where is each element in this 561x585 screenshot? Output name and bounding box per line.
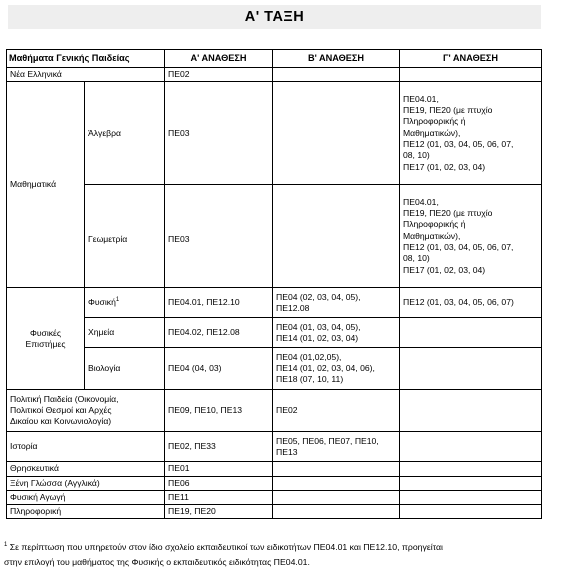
- subject-cell: [85, 288, 165, 318]
- a-cell: ΠΕ04.01, ΠΕ12.10: [165, 288, 273, 318]
- cell-line: Πληροφορικής ή: [403, 219, 466, 230]
- a-cell: ΠΕ11: [165, 490, 273, 504]
- cell-line: ΠΕ04 (01, 03, 04, 05),: [276, 321, 361, 332]
- cell-line: Μαθηματικών),: [403, 127, 461, 138]
- c-cell: [400, 185, 542, 288]
- group-cell: Μαθηματικά: [7, 82, 85, 288]
- b-cell: ΠΕ02: [273, 390, 400, 432]
- cell-line: ΠΕ12.08: [276, 302, 310, 313]
- cell-line: ΠΕ04 (01,02,05),: [276, 351, 342, 362]
- table-row: [7, 288, 542, 318]
- b-cell: [273, 505, 400, 519]
- a-cell: ΠΕ04 (04, 03): [165, 348, 273, 390]
- c-cell: [400, 476, 542, 490]
- header-a: Α' ΑΝΑΘΕΣΗ: [165, 50, 273, 68]
- page-title: Α' ΤΑΞΗ: [244, 9, 305, 25]
- footnote: [4, 540, 557, 570]
- subject-cell: Βιολογία: [85, 348, 165, 390]
- table-row: [7, 82, 542, 185]
- header-subjects: Μαθήματα Γενικής Παιδείας: [7, 50, 165, 68]
- footnote-mark: 1: [115, 297, 120, 304]
- table-row: [7, 505, 542, 519]
- table-row: [7, 462, 542, 476]
- cell-line: ΠΕ12 (01, 03, 04, 05, 06, 07,: [403, 241, 514, 252]
- title-bar: [8, 5, 541, 29]
- table-row: [7, 68, 542, 82]
- subject-label: Φυσική: [88, 297, 116, 308]
- c-cell: [400, 462, 542, 476]
- c-cell: [400, 68, 542, 82]
- subject-cell: Γεωμετρία: [85, 185, 165, 288]
- a-cell: ΠΕ03: [165, 82, 273, 185]
- group-line: Φυσικές: [29, 327, 62, 338]
- a-cell: ΠΕ02: [165, 68, 273, 82]
- b-cell: [273, 432, 400, 462]
- cell-line: ΠΕ17 (01, 02, 03, 04): [403, 264, 486, 275]
- subject-cell: Πληροφορική: [7, 505, 165, 519]
- b-cell: [273, 318, 400, 348]
- subject-cell: Ξένη Γλώσσα (Αγγλικά): [7, 476, 165, 490]
- cell-line: 08, 10): [403, 150, 430, 161]
- header-b: Β' ΑΝΑΘΕΣΗ: [273, 50, 400, 68]
- subject-cell: Άλγεβρα: [85, 82, 165, 185]
- cell-line: Πολιτική Παιδεία (Οικονομία,: [10, 393, 119, 404]
- footnote-text: Σε περίπτωση που υπηρετούν στον ίδιο σχολείο εκπαιδευτικοί των ειδικοτήτων ΠΕ04.01 και ΠΕ12.10, προηγείται: [9, 542, 443, 552]
- subject-cell: Θρησκευτικά: [7, 462, 165, 476]
- cell-line: Δικαίου και Κοινωνιολογία): [10, 416, 112, 427]
- header-c: Γ' ΑΝΑΘΕΣΗ: [400, 50, 542, 68]
- table-row: [7, 318, 542, 348]
- c-cell: [400, 490, 542, 504]
- footnote-line: στην επιλογή του μαθήματος της Φυσικής ο εκπαιδευτικός ειδικότητας ΠΕ04.01.: [4, 557, 310, 567]
- c-cell: [400, 390, 542, 432]
- b-cell: [273, 68, 400, 82]
- footnote-line: [4, 540, 557, 555]
- subject-cell: Φυσική Αγωγή: [7, 490, 165, 504]
- a-cell: ΠΕ03: [165, 185, 273, 288]
- cell-line: Μαθηματικών),: [403, 230, 461, 241]
- cell-line: ΠΕ04 (02, 03, 04, 05),: [276, 291, 361, 302]
- b-cell: [273, 462, 400, 476]
- a-cell: ΠΕ19, ΠΕ20: [165, 505, 273, 519]
- c-cell: [400, 318, 542, 348]
- group-cell: [7, 288, 85, 390]
- cell-line: ΠΕ17 (01, 02, 03, 04): [403, 161, 486, 172]
- cell-line: Πληροφορικής ή: [403, 116, 466, 127]
- subject-cell: Χημεία: [85, 318, 165, 348]
- b-cell: [273, 476, 400, 490]
- subject-cell: Ιστορία: [7, 432, 165, 462]
- subject-cell: [7, 390, 165, 432]
- header-row: [7, 50, 542, 68]
- cell-line: ΠΕ13: [276, 446, 298, 457]
- subject-cell: Νέα Ελληνικά: [7, 68, 165, 82]
- c-cell: [400, 348, 542, 390]
- b-cell: [273, 288, 400, 318]
- c-cell: [400, 82, 542, 185]
- cell-line: Πολιτικοί Θεσμοί και Αρχές: [10, 405, 112, 416]
- table-row: [7, 432, 542, 462]
- c-cell: ΠΕ12 (01, 03, 04, 05, 06, 07): [400, 288, 542, 318]
- cell-line: ΠΕ19, ΠΕ20 (με πτυχίο: [403, 208, 493, 219]
- table-row: [7, 390, 542, 432]
- b-cell: [273, 348, 400, 390]
- footnote-mark: 1: [4, 542, 8, 549]
- table-row: [7, 490, 542, 504]
- cell-line: ΠΕ04.01,: [403, 196, 439, 207]
- b-cell: [273, 185, 400, 288]
- group-line: Επιστήμες: [25, 338, 66, 349]
- cell-line: ΠΕ14 (01, 02, 03, 04, 06),: [276, 363, 375, 374]
- table-row: [7, 348, 542, 390]
- assignment-table: [6, 49, 542, 519]
- cell-line: ΠΕ04.01,: [403, 93, 439, 104]
- cell-line: ΠΕ14 (01, 02, 03, 04): [276, 332, 359, 343]
- b-cell: [273, 490, 400, 504]
- c-cell: [400, 432, 542, 462]
- a-cell: ΠΕ02, ΠΕ33: [165, 432, 273, 462]
- a-cell: ΠΕ01: [165, 462, 273, 476]
- a-cell: ΠΕ09, ΠΕ10, ΠΕ13: [165, 390, 273, 432]
- cell-line: 08, 10): [403, 253, 430, 264]
- b-cell: [273, 82, 400, 185]
- table-row: [7, 185, 542, 288]
- cell-line: ΠΕ12 (01, 03, 04, 05, 06, 07,: [403, 138, 514, 149]
- cell-line: ΠΕ18 (07, 10, 11): [276, 374, 344, 385]
- c-cell: [400, 505, 542, 519]
- table-row: [7, 476, 542, 490]
- a-cell: ΠΕ04.02, ΠΕ12.08: [165, 318, 273, 348]
- a-cell: ΠΕ06: [165, 476, 273, 490]
- cell-line: ΠΕ19, ΠΕ20 (με πτυχίο: [403, 105, 493, 116]
- cell-line: ΠΕ05, ΠΕ06, ΠΕ07, ΠΕ10,: [276, 435, 379, 446]
